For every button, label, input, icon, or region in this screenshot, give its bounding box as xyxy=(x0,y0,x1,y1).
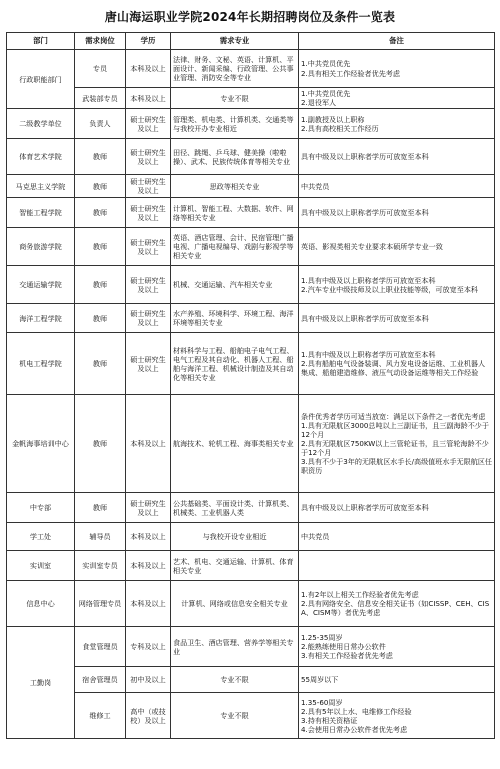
table-row xyxy=(7,228,495,266)
cell-major: 法律、财务、文秘、英语、计算机、平面设计、新闻采编、行政管理、公共事业管理、消防安全等专业 xyxy=(171,50,299,88)
header-dept: 部门 xyxy=(7,33,75,50)
cell-dept: 学工处 xyxy=(7,523,75,551)
cell-dept: 二级教学单位 xyxy=(7,109,75,139)
table-row xyxy=(7,109,495,139)
table-row xyxy=(7,304,495,333)
table-row xyxy=(7,333,495,395)
cell-post: 武装部专员 xyxy=(75,88,126,109)
header-edu: 学历 xyxy=(126,33,171,50)
cell-post: 实训室专员 xyxy=(75,551,126,581)
cell-post: 教师 xyxy=(75,228,126,266)
cell-note: 1.25-35周岁 2.能熟练使用日常办公软件 3.有相关工作经验者优先考虑 xyxy=(299,627,495,667)
cell-major: 航海技术、轮机工程、海事类相关专业 xyxy=(171,395,299,493)
cell-edu: 本科及以上 xyxy=(126,581,171,627)
table-row xyxy=(7,198,495,228)
header-major: 需求专业 xyxy=(171,33,299,50)
cell-major: 专业不限 xyxy=(171,88,299,109)
cell-post: 负责人 xyxy=(75,109,126,139)
cell-edu: 高中（或技校）及以上 xyxy=(126,693,171,739)
header-note: 备注 xyxy=(299,33,495,50)
cell-post: 教师 xyxy=(75,493,126,523)
cell-note xyxy=(299,551,495,581)
table-body xyxy=(7,50,495,739)
cell-dept: 机电工程学院 xyxy=(7,333,75,395)
table-row xyxy=(7,395,495,493)
cell-dept: 金帆海事培训中心 xyxy=(7,395,75,493)
cell-note: 1.具有中级及以上职称者学历可放宽至本科 2.具有船舶电气设备装调、风力发电设备运维、工业机器人集成、船舶建造维修、液压气动设备运维等相关工作经验 xyxy=(299,333,495,395)
cell-major: 管理类、机电类、计算机类、交通类等与我校开办专业相近 xyxy=(171,109,299,139)
cell-major: 思政等相关专业 xyxy=(171,175,299,198)
cell-post: 教师 xyxy=(75,175,126,198)
cell-major: 计算机、智能工程、大数据、软件、网络等相关专业 xyxy=(171,198,299,228)
cell-edu: 硕士研究生及以上 xyxy=(126,304,171,333)
cell-dept: 行政职能部门 xyxy=(7,50,75,109)
table-row xyxy=(7,88,495,109)
cell-dept: 实训室 xyxy=(7,551,75,581)
table-row xyxy=(7,551,495,581)
cell-note: 条件优秀者学历可适当放宽：满足以下条件之一者优先考虑 1.具有无限航区3000总吨以上三副证书，且三副海龄不少于12个月 2.具有无限航区750KW以上三管轮证书，且三管轮海龄不少于12个月 3.具有不少于3年的无限航区水手长/高级值班水手无限航区任职资历 xyxy=(299,395,495,493)
table-row xyxy=(7,581,495,627)
cell-dept: 中专部 xyxy=(7,493,75,523)
cell-note: 具有中级及以上职称者学历可放宽至本科 xyxy=(299,139,495,175)
cell-dept: 交通运输学院 xyxy=(7,266,75,304)
cell-major: 与我校开设专业相近 xyxy=(171,523,299,551)
cell-post: 教师 xyxy=(75,266,126,304)
cell-note: 中共党员 xyxy=(299,175,495,198)
table-row xyxy=(7,667,495,693)
cell-edu: 初中及以上 xyxy=(126,667,171,693)
cell-edu: 本科及以上 xyxy=(126,50,171,88)
table-header-row xyxy=(7,33,495,50)
table-row xyxy=(7,139,495,175)
cell-dept: 商务旅游学院 xyxy=(7,228,75,266)
cell-edu: 硕士研究生及以上 xyxy=(126,139,171,175)
cell-edu: 硕士研究生及以上 xyxy=(126,228,171,266)
cell-post: 专员 xyxy=(75,50,126,88)
cell-major: 机械、交通运输、汽车相关专业 xyxy=(171,266,299,304)
cell-dept: 信息中心 xyxy=(7,581,75,627)
cell-note: 1.副教授及以上职称 2.具有高校相关工作经历 xyxy=(299,109,495,139)
cell-edu: 本科及以上 xyxy=(126,523,171,551)
cell-post: 教师 xyxy=(75,139,126,175)
cell-post: 教师 xyxy=(75,333,126,395)
cell-note: 具有中级及以上职称者学历可放宽至本科 xyxy=(299,304,495,333)
table-row xyxy=(7,50,495,88)
cell-edu: 本科及以上 xyxy=(126,551,171,581)
cell-edu: 专科及以上 xyxy=(126,627,171,667)
cell-edu: 硕士研究生及以上 xyxy=(126,198,171,228)
table-row xyxy=(7,523,495,551)
cell-note: 英语、影视类相关专业要求本硕所学专业一致 xyxy=(299,228,495,266)
cell-major: 水产养殖、环境科学、环境工程、海洋环境等相关专业 xyxy=(171,304,299,333)
table-row xyxy=(7,627,495,667)
table-row xyxy=(7,693,495,739)
cell-major: 艺术、机电、交通运输、计算机、体育相关专业 xyxy=(171,551,299,581)
cell-dept: 海洋工程学院 xyxy=(7,304,75,333)
cell-dept: 体育艺术学院 xyxy=(7,139,75,175)
cell-note: 1.有2年以上相关工作经验者优先考虑 2.具有网络安全、信息安全相关证书（如CISSP、CEH、CISA、CISM等）者优先考虑 xyxy=(299,581,495,627)
cell-post: 食堂管理员 xyxy=(75,627,126,667)
cell-note: 1.中共党员优先 2.具有相关工作经验者优先考虑 xyxy=(299,50,495,88)
cell-edu: 本科及以上 xyxy=(126,395,171,493)
header-post: 需求岗位 xyxy=(75,33,126,50)
table-row xyxy=(7,493,495,523)
cell-edu: 硕士研究生及以上 xyxy=(126,333,171,395)
cell-edu: 硕士研究生及以上 xyxy=(126,109,171,139)
cell-note: 1.35-60周岁 2.具有5年以上水、电维修工作经验 3.持有相关资格证 4.会使用日常办公软件者优先考虑 xyxy=(299,693,495,739)
cell-edu: 本科及以上 xyxy=(126,88,171,109)
cell-note: 1.具有中级及以上职称者学历可放宽至本科 2.汽车专业中级技师及以上职业技能等级，可放宽至本科 xyxy=(299,266,495,304)
cell-post: 辅导员 xyxy=(75,523,126,551)
recruitment-table xyxy=(6,32,495,739)
cell-dept: 工勤岗 xyxy=(7,627,75,739)
cell-note: 1.中共党员优先 2.退役军人 xyxy=(299,88,495,109)
cell-post: 教师 xyxy=(75,395,126,493)
cell-note: 中共党员 xyxy=(299,523,495,551)
cell-post: 教师 xyxy=(75,198,126,228)
table-row xyxy=(7,266,495,304)
cell-major: 计算机、网络或信息安全相关专业 xyxy=(171,581,299,627)
cell-edu: 硕士研究生及以上 xyxy=(126,175,171,198)
cell-major: 田径、跳绳、乒乓球、健美操（啦啦操）、武术、民族传统体育等相关专业 xyxy=(171,139,299,175)
cell-post: 维修工 xyxy=(75,693,126,739)
cell-note: 具有中级及以上职称者学历可放宽至本科 xyxy=(299,198,495,228)
table-row xyxy=(7,175,495,198)
cell-note: 55周岁以下 xyxy=(299,667,495,693)
cell-dept: 智能工程学院 xyxy=(7,198,75,228)
cell-edu: 硕士研究生及以上 xyxy=(126,266,171,304)
cell-major: 公共基础类、平面设计类、计算机类、机械类、工业机器人类 xyxy=(171,493,299,523)
cell-major: 专业不限 xyxy=(171,693,299,739)
cell-major: 专业不限 xyxy=(171,667,299,693)
cell-note: 具有中级及以上职称者学历可放宽至本科 xyxy=(299,493,495,523)
cell-dept: 马克思主义学院 xyxy=(7,175,75,198)
cell-post: 教师 xyxy=(75,304,126,333)
page-title: 唐山海运职业学院2024年长期招聘岗位及条件一览表 xyxy=(104,10,396,24)
cell-post: 网络管理专员 xyxy=(75,581,126,627)
cell-edu: 硕士研究生及以上 xyxy=(126,493,171,523)
cell-major: 食品卫生、酒店管理、营养学等相关专业 xyxy=(171,627,299,667)
cell-post: 宿舍管理员 xyxy=(75,667,126,693)
cell-major: 英语、酒店管理、会计、民宿管理广播电视、广播电视编导、戏剧与影视学等相关专业 xyxy=(171,228,299,266)
cell-major: 材料科学与工程、船舶电子电气工程、电气工程及其自动化、机器人工程、船舶与海洋工程、机械设计制造及其自动化等相关专业 xyxy=(171,333,299,395)
